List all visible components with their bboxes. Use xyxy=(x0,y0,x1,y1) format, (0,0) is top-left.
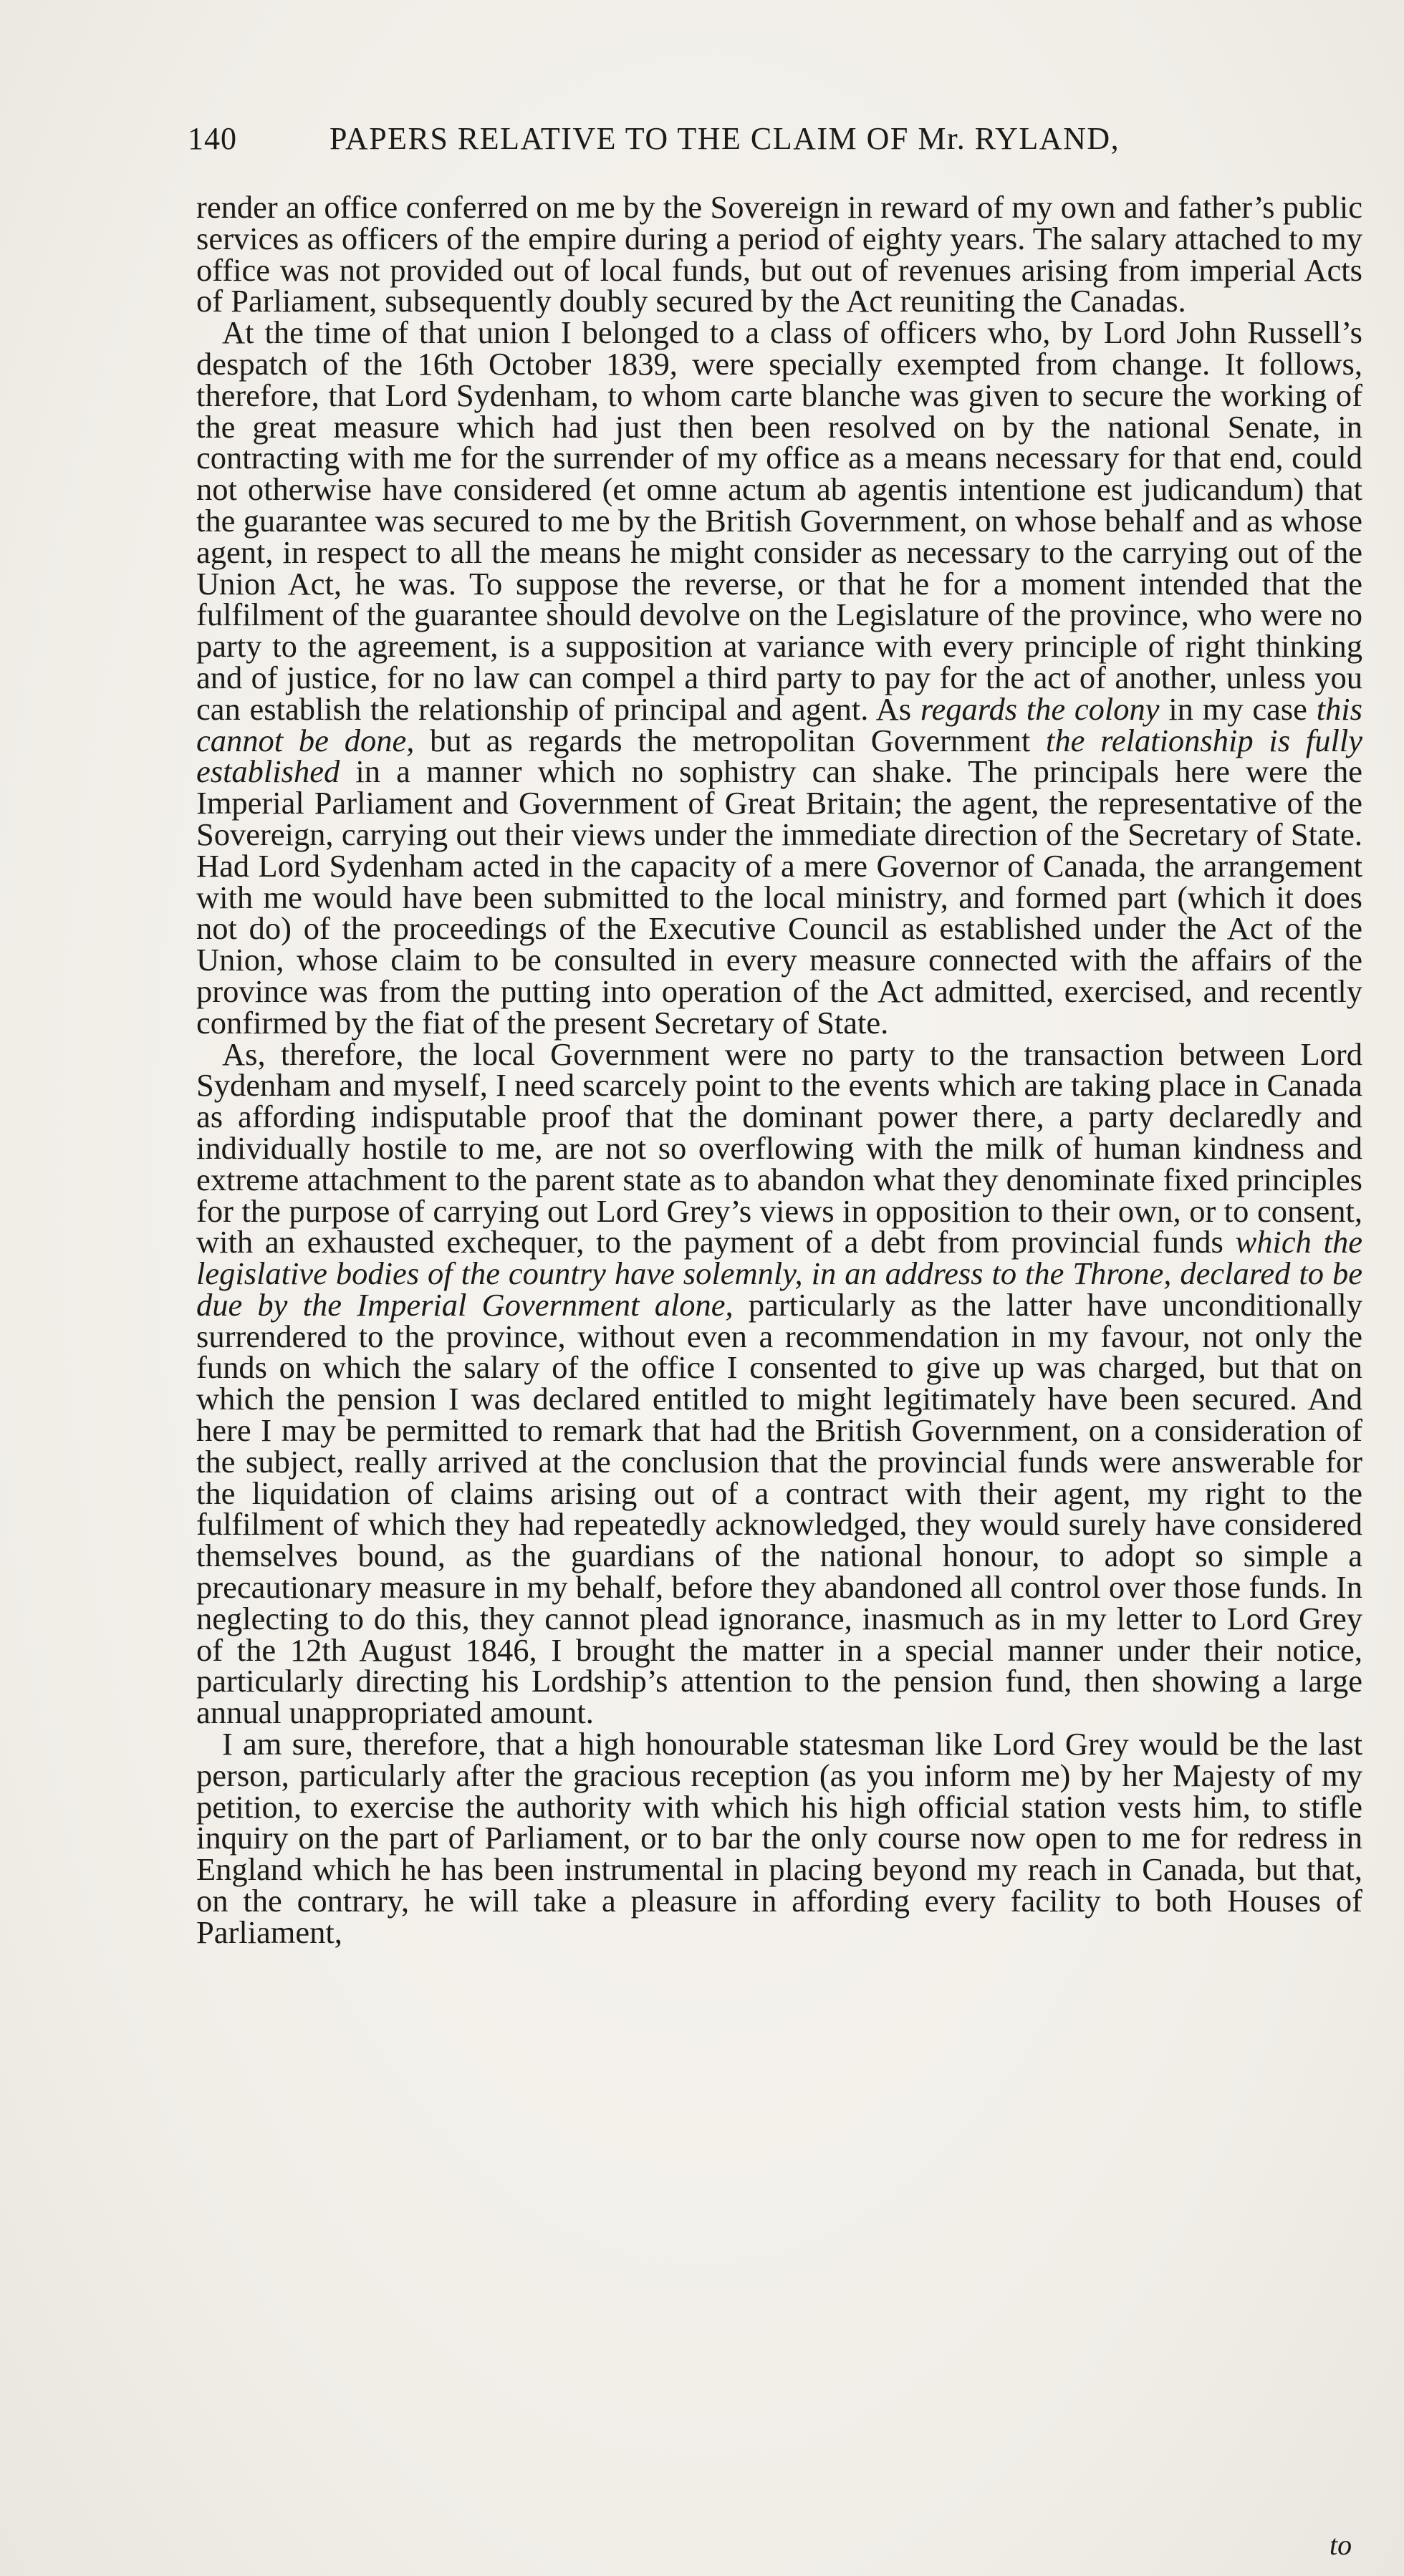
page-header xyxy=(188,120,1219,170)
paragraph-text: render an office conferred on me by the Sovereign in reward of my own and father’s public services as officers of the empire during a period of eighty years. The salary attached to my office was not provided out of local funds, but out of revenues arising from imperial Acts of Parliament, subsequently doubly secured by the Act reuniting the Canadas. xyxy=(196,189,1362,319)
catchword: to xyxy=(1330,2529,1352,2561)
paragraph-text: I am sure, therefore, that a high honourable statesman like Lord Grey would be the last person, particularly after the gracious reception (as you inform me) by her Majesty of my petition, to exercise the authority with which his high official station vests him, to stifle inquiry on the part of Parliament, or to bar the only course now open to me for redress in England which he has been instrumental in placing beyond my reach in Canada, but that, on the contrary, he will take a pleasure in affording every facility to both Houses of Parliament, xyxy=(196,1726,1362,1950)
body-text xyxy=(196,189,1362,1950)
paragraph-text: in my case xyxy=(1159,690,1317,727)
paragraph xyxy=(196,1036,1362,1731)
paragraph xyxy=(196,314,1362,1041)
italic-text: this cannot be done, xyxy=(196,690,1362,758)
paragraph-text: particularly as the latter have unconditionally surrendered to the province, without even a recommendation in my favour, not only the funds on which the salary of the office I consented to give up was charged, but that on which the pension I was declared entitled to might legitimately have been secured. And here I may be permitted to remark that had the British Government, on a consideration of the subject, really arrived at the conclusion that the provincial funds were answerable for the liquidation of claims arising out of a contract with their agent, my right to the fulfilment of which they had repeatedly acknowledged, they would surely have considered themselves bound, as the guardians of the national honour, to adopt so simple a precautionary measure in my behalf, before they abandoned all control over those funds. In neglecting to do this, they cannot plead ignorance, inasmuch as in my letter to Lord Grey of the 12th August 1846, I brought the matter in a special manner under their notice, particularly directing his Lordship’s attention to the pension fund, then showing a large annual unappropriated amount. xyxy=(196,1286,1362,1731)
paragraph-text: in a manner which no sophistry can shake. The principals here were the Imperial Parliament and Government of Great Britain; the agent, the representative of the Sovereign, carrying out their views under the immediate direction of the Secretary of State. Had Lord Sydenham acted in the capacity of a mere Governor of Canada, the arrangement with me would have been submitted to the local ministry, and formed part (which it does not do) of the proceedings of the Executive Council as established under the Act of the Union, whose claim to be consulted in every measure connected with the affairs of the province was from the putting into operation of the Act admitted, exercised, and recently confirmed by the fiat of the present Secretary of State. xyxy=(196,753,1362,1041)
running-head: PAPERS RELATIVE TO THE CLAIM OF Mr. RYLAND, xyxy=(330,121,1120,156)
paragraph-text: As, therefore, the local Government were no party to the transaction between Lord Sydenham and myself, I need scarcely point to the events which are taking place in Canada as affording indisputable proof that the dominant power there, a party declaredly and individually hostile to me, are not so overflowing with the milk of human kindness and extreme attachment to the parent state as to abandon what they denominate fixed principles for the purpose of carrying out Lord Grey’s views in opposition to their own, or to consent, with an exhausted exchequer, to the payment of a debt from provincial funds xyxy=(196,1036,1362,1260)
italic-text: which the legislative bodies of the country have solemnly, in an address to the Throne, declared to be due by the Imperial Government alone, xyxy=(196,1224,1362,1323)
paragraph-text: but as regards the metropolitan Government xyxy=(414,722,1047,758)
page-number: 140 xyxy=(188,121,237,156)
italic-text: regards the colony xyxy=(920,690,1160,727)
paragraph xyxy=(196,189,1362,319)
paragraph xyxy=(196,1726,1362,1950)
italic-text: the relationship is fully established xyxy=(196,722,1362,790)
paragraph-text: At the time of that union I belonged to a class of officers who, by Lord John Russell’s despatch of the 16th October 1839, were specially exempted from change. It follows, therefore, that Lord Sydenham, to whom carte blanche was given to secure the working of the great measure which had just then been resolved on by the national Senate, in contracting with me for the surrender of my office as a means necessary for that end, could not otherwise have considered (et omne actum ab agentis intentione est judicandum) that the guarantee was secured to me by the British Government, on whose behalf and as whose agent, in respect to all the means he might consider as necessary to the carrying out of the Union Act, he was. To suppose the reverse, or that he for a moment intended that the fulfilment of the guarantee should devolve on the Legislature of the province, who were no party to the agreement, is a supposition at variance with every principle of right thinking and of justice, for no law can compel a third party to pay for the act of another, unless you can establish the relationship of principal and agent. As xyxy=(196,314,1362,727)
